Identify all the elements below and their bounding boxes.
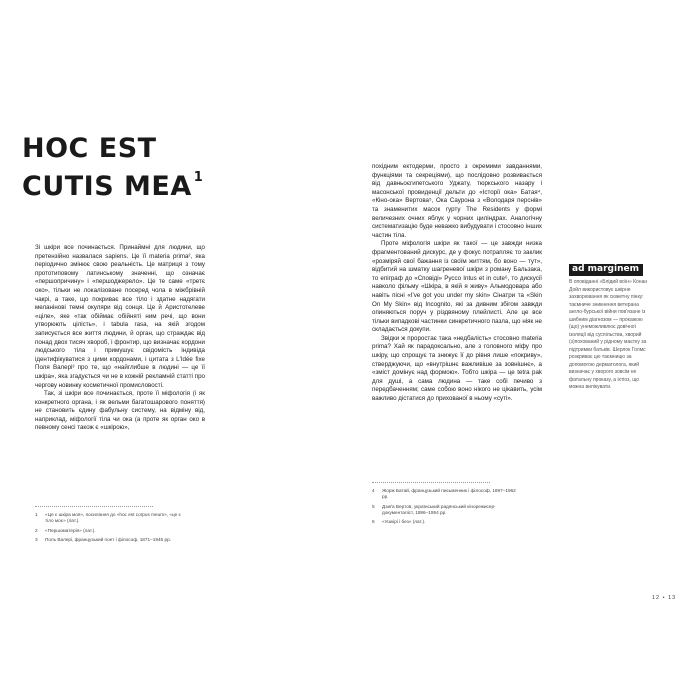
footnote-number: 3 xyxy=(35,536,38,542)
footnote-number: 5 xyxy=(372,503,375,509)
title-footnote-mark: 1 xyxy=(193,170,204,185)
footnote xyxy=(35,537,185,543)
footnote-divider xyxy=(35,506,153,507)
footnote-number: 2 xyxy=(35,527,38,533)
paragraph: Так, зі шкіри все починається, проте її міфологія (і як конкретного органа, і як вельми багатошарового поняття) не становить єдину фабульну систему, на відміну від, наприклад, міфології тіла чи ока (а проте як орган око в певному сенсі також є «шкірою», xyxy=(35,390,205,432)
paragraph: Проте міфологія шкіри як такої — це завжди низка фрагментований дискурс, де у фокус потрапляє то заклик «розміряй свої бажання із своїм життям, бо воно — тут», відбитий на шматку шагреневої шкіри з роману Бальзака, то епіграф до «Сповіді» Руссо Intus et in cute⁶, то дискусії навколо фільму «Шкіра, в якій я живу» Альмодовара або навіть пісні «I've got you under my skin» Сінатри та «Skin On My Skin» від Incognito, які за дивним збігом завжди опиняються поруч у різдвяному плейлисті. Але це все тільки випадкові частинки синкретичного пазла, що ніяк не складається докупи. xyxy=(372,240,542,334)
sidebar-title: ad marginem xyxy=(569,264,643,276)
right-text-column xyxy=(372,163,542,404)
left-footnotes xyxy=(35,512,185,546)
footnote-number: 6 xyxy=(372,519,375,525)
title-line-2-text: CUTIS MEA xyxy=(22,171,192,202)
footnote-text: «Ушкірі і без» (лат.). xyxy=(382,519,426,525)
left-text-column xyxy=(35,244,205,433)
footnote-text: Поль Валері, французький поет і філософ, 1871–1945 рр. xyxy=(45,536,171,542)
footnote xyxy=(372,488,522,501)
footnote-text: «Першоматерія» (лат.). xyxy=(45,527,96,533)
footnote xyxy=(35,528,185,534)
footnote-number: 4 xyxy=(372,488,375,493)
footnote-number: 1 xyxy=(35,512,38,517)
paragraph: Зі шкіри все починається. Принаймні для людини, що претензійно назвалася sapiens. Це її materia prima², яка періодично змінює свою реальність. Це матриця з тому прототиповому латинському значенні, що означає «першопричину» і «першоджерело». Це те саме «третє око», тільки не локалізоване посеред чола в міжбрівній чакрі, а таке, що покриває все тіло і здатне надягати меланінові темні окуляри від сонця. Це й Аристотелеве «ціле», яке «так обіймає обійняті ним речі, що вони утворюють цілість», і tabula rasa, на якій згодом записується все життя людини, й орган, що страждає від понад двох тисяч хвороб, і фронтир, що визначає кордони людського тіла і примушує свідомість індивіда ідентифікуватися з цими кордонами, і цитата з L'Idée fixe Поля Валері³ про те, що «найглибше в людині — це її шкіра», яка згадується чи не в кожній рекламній статті про чергову новинку косметичної промисловості. xyxy=(35,244,205,389)
footnote xyxy=(372,504,522,517)
sidebar-text: В оповіданні «Блідий воїн» Конан Дойл використовує шкірне захворювання як сюжетну пінку: таємниче зникнення ветерана англо-бурської війни пов'язане із шибним діагнозом — прокажою (що) унеможливлює довічної ізоляції від суспільства, хворий (з)похований у рідному маєтку за підтримки батьків. Шерлок Голмс розкриває цю таємницю за допомогою дерматолога, який визначає у хворого зовсім не фатальну проказу, а іхтіоз, що можна вилікувати. xyxy=(569,279,648,390)
footnote xyxy=(372,519,522,525)
title-line-1: HOC EST xyxy=(22,133,157,164)
footnote-divider xyxy=(372,482,490,483)
footnote xyxy=(35,512,185,525)
footnote-text: Дзиґа Вертов, український радянський кінорежисер-документаліст, 1896–1954 рр. xyxy=(382,503,496,515)
footnote-text: Жорж Батай, французький письменник і філософ, 1897–1962 рр. xyxy=(382,488,516,500)
page-numbers: 12 • 13 xyxy=(652,595,677,601)
margin-sidebar xyxy=(569,258,649,392)
footnote-text: «Це є шкіра моя», посилання до «hoc est corpus meum», «це є тіло моє» (лат.). xyxy=(45,512,181,524)
paragraph: похідним ектодерми, просто з окремими завданнями, функціями та секреціями), що послідовно розвивається від давньоєгипетського Уджату, тюркського назару і масонської провиденції дельти до «Історії ока» Батая⁴, «Кіно-ока» Вертова⁵, Ока Саурона з «Володаря перснів» та знаменитих масок гурту The Residents у формі величезних очних яблук у чорних циліндрах. Аналогічну систематизацію буде неважко вибудувати і стосовно інших частин тіла. xyxy=(372,163,542,239)
paragraph: Звідки ж проростає така «недбалість» стосовно materia prima? Хай як парадоксально, але з головного міфу про шкіру, що спрощує та знижує її до рівня лише «покриву», стверджуючи, що «внутрішнє важливіше за зовнішнє», а «зміст домінує над формою». Тобто шкіра — це tetra pak для душі, а сама людина — таке собі печиво з передбаченням; саме собою воно нікого не цікавить, усім важливо дістатися до прихованої в ньому «суті». xyxy=(372,334,542,403)
title-line-2 xyxy=(22,163,252,201)
right-footnotes xyxy=(372,488,522,528)
chapter-title xyxy=(22,134,252,201)
